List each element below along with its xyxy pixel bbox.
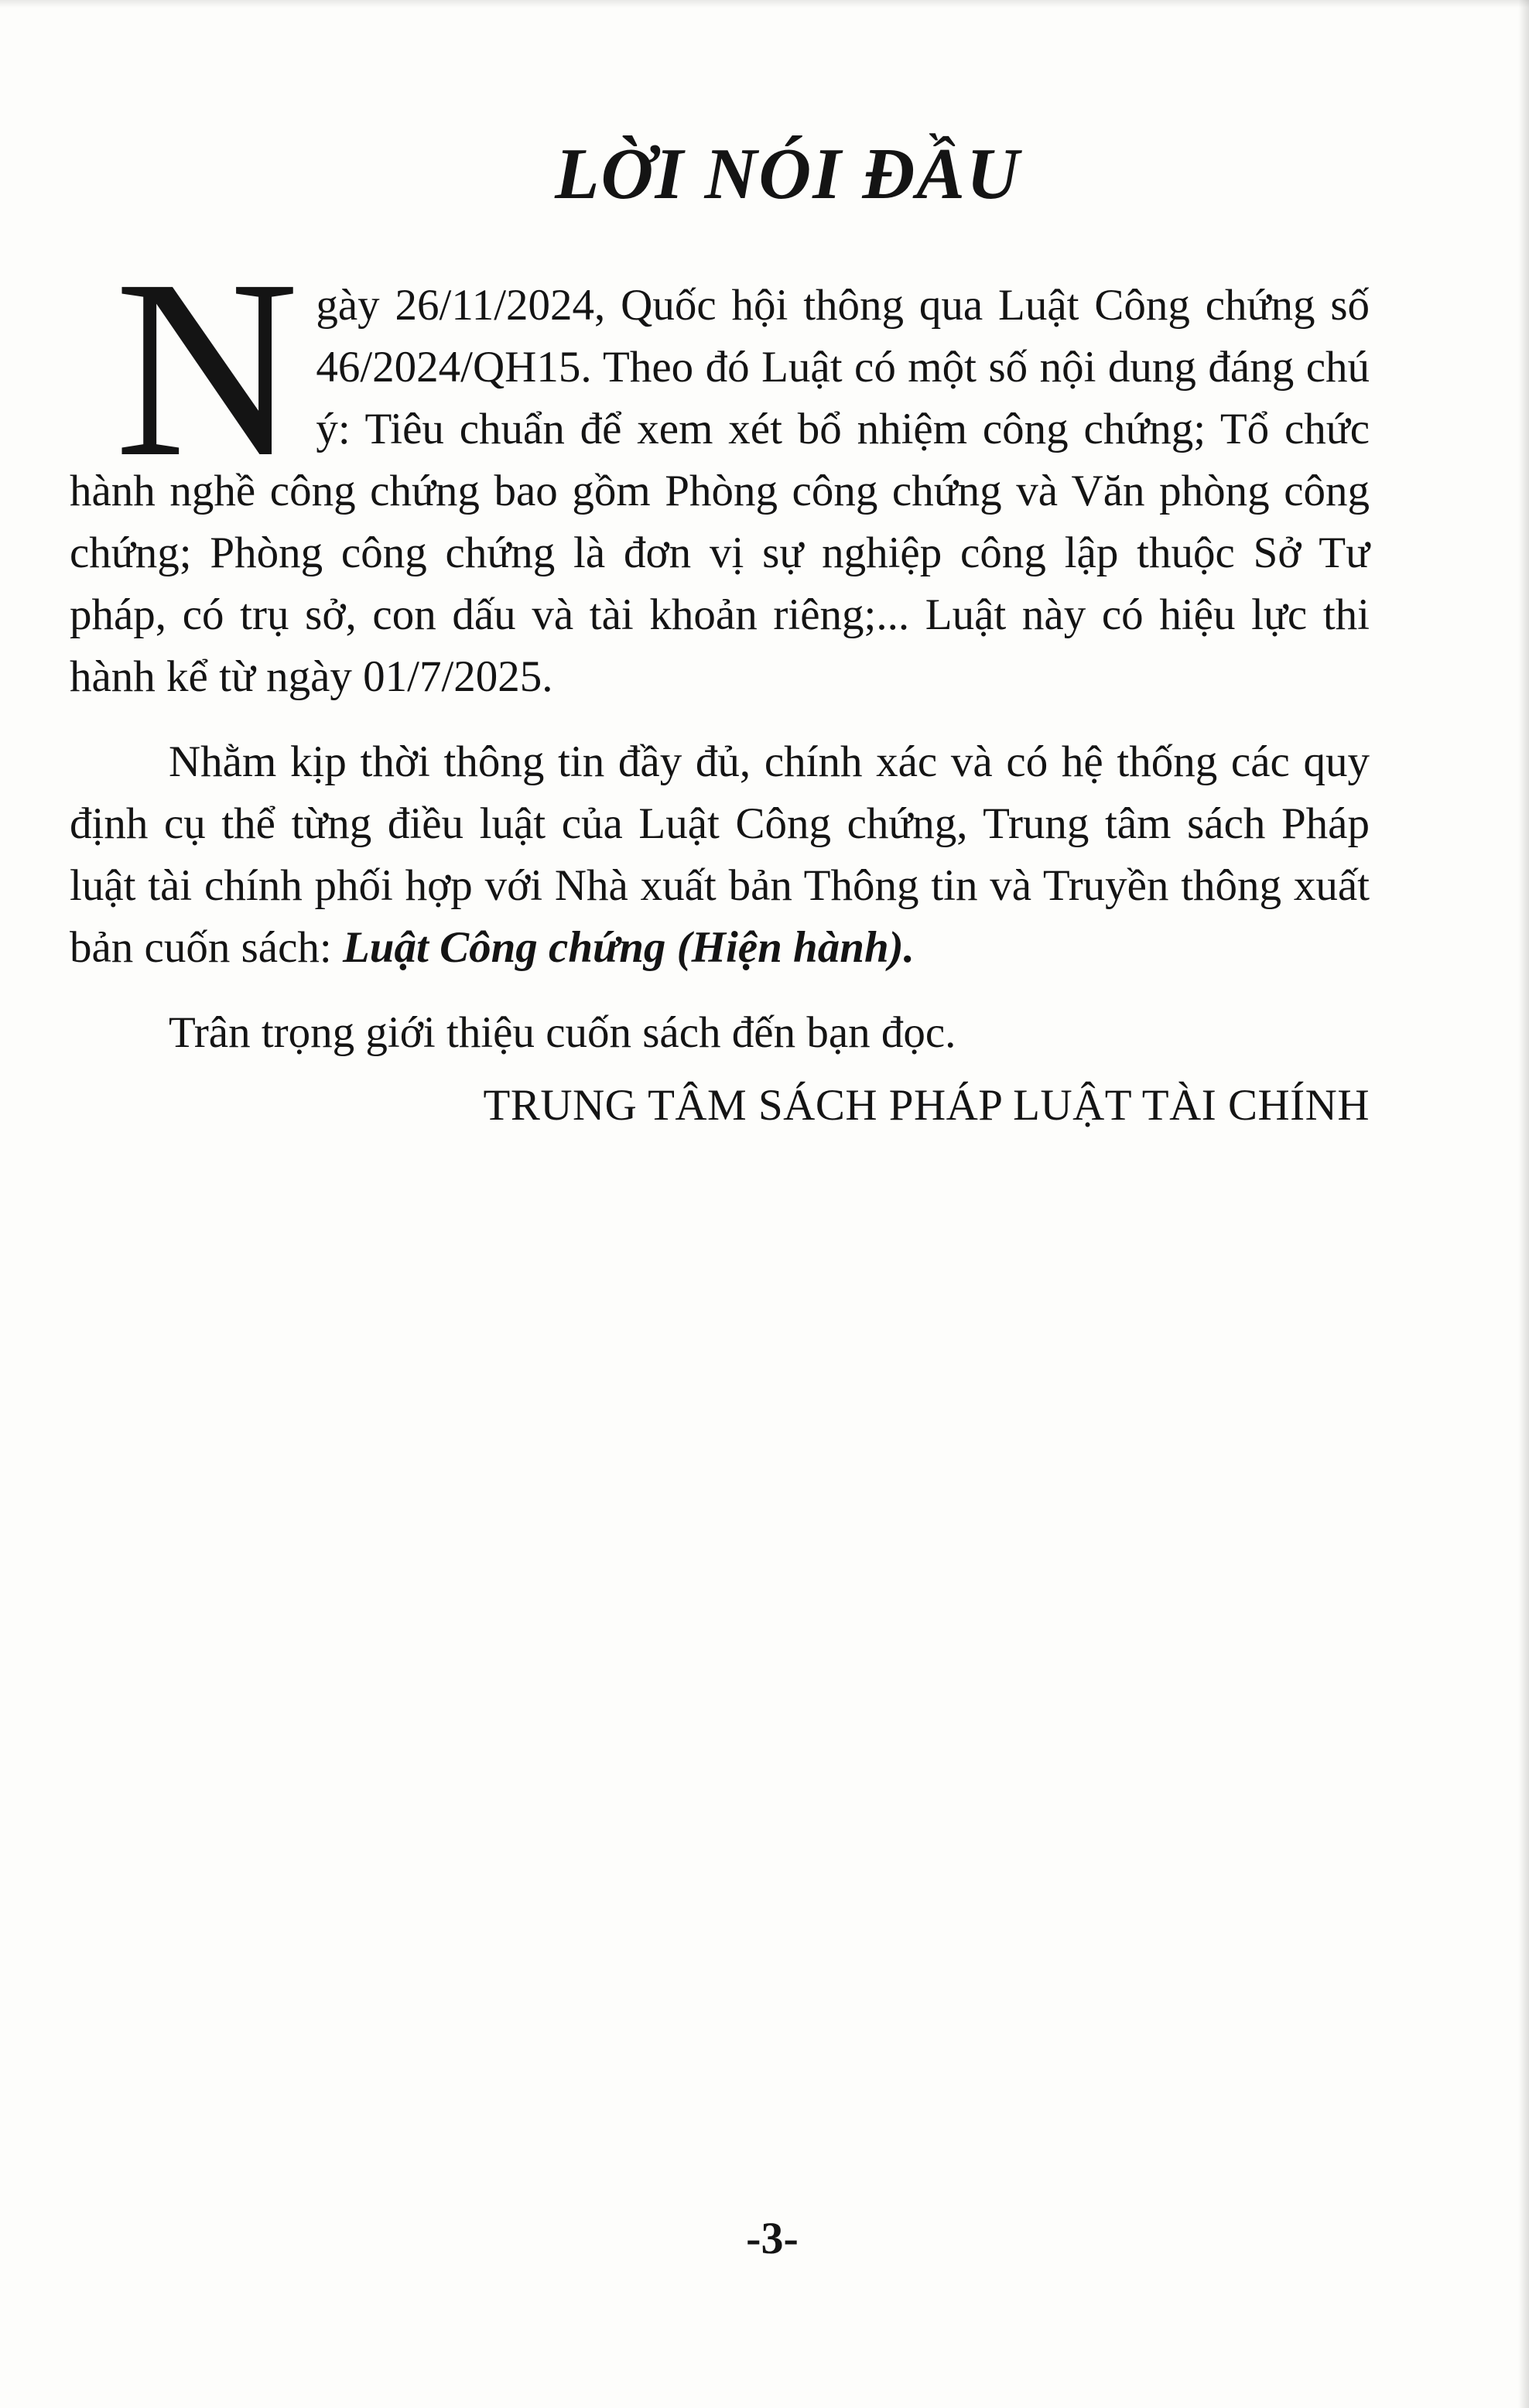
paragraph-intro-text: gày 26/11/2024, Quốc hội thông qua Luật Công chứng số 46/2024/QH15. Theo đó Luật có một số nội dung đáng chú ý: Tiêu chuẩn để xem xét bổ nhiệm công chứng; Tổ chức hành nghề công chứng bao gồm Phòng công chứng và Văn phòng công chứng; Phòng công chứng là đơn vị sự nghiệp công lập thuộc Sở Tư pháp, có trụ sở, con dấu và tài khoản riêng;... Luật này có hiệu lực thi hành kể từ ngày 01/7/2025. — [70, 281, 1370, 701]
page-edge-shadow — [1518, 0, 1529, 2408]
page-top-shadow — [0, 0, 1529, 8]
paragraph-purpose — [70, 731, 1370, 979]
document-body — [70, 227, 1370, 1137]
paragraph-intro — [70, 227, 1370, 708]
page-title: LỜI NÓI ĐẦU — [555, 134, 1021, 214]
drop-cap-letter: N — [115, 227, 299, 510]
signature: TRUNG TÂM SÁCH PHÁP LUẬT TÀI CHÍNH — [483, 1081, 1370, 1130]
paragraph-closing: Trân trọng giới thiệu cuốn sách đến bạn đọc. — [169, 1008, 956, 1057]
book-title: Luật Công chứng (Hiện hành) — [342, 923, 904, 972]
paragraph-purpose-text: Nhằm kịp thời thông tin đầy đủ, chính xác và có hệ thống các quy định cụ thể từng điều luật của Luật Công chứng, Trung tâm sách Pháp luật tài chính phối hợp với Nhà xuất bản Thông tin và Truyền thông xuất bản cuốn sách: — [70, 737, 1370, 972]
book-title-period: . — [903, 923, 915, 972]
page-number: -3- — [746, 2213, 799, 2263]
